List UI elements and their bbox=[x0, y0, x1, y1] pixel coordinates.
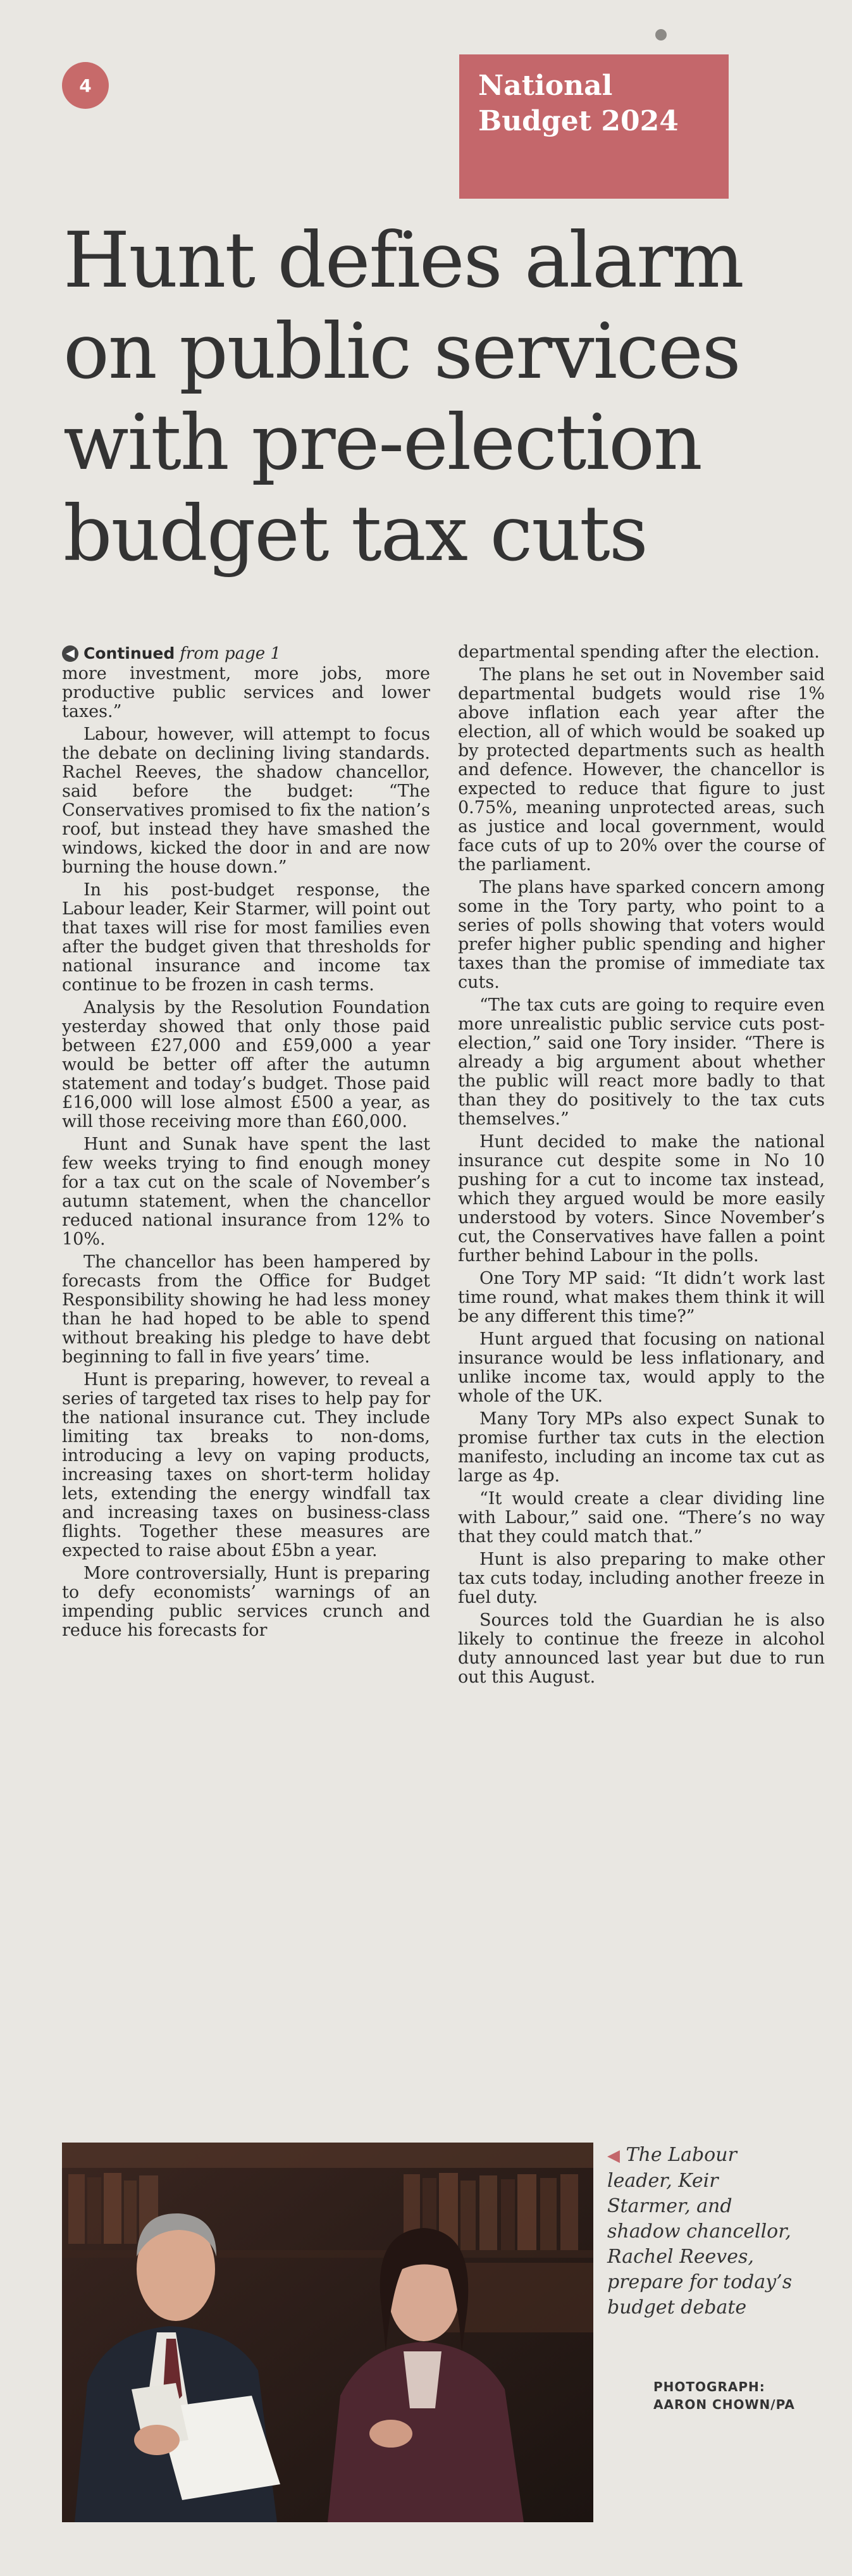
page-number-badge bbox=[62, 62, 109, 109]
paragraph: Hunt decided to make the national insurance cut despite some in No 10 pushing for a cut to income tax instead, which they argued would be more easily understood by voters. Since November’s cut, the Conservatives have fallen a point further behind Labour in the polls. bbox=[458, 1132, 825, 1266]
paragraph: Labour, however, will attempt to focus the debate on declining living standards. Rachel Reeves, the shadow chancellor, said before the budget: “The Conservatives promised to fix the nation’s roof, but instead they have smashed the windows, kicked the door in and are now burning the house down.” bbox=[62, 725, 430, 877]
paragraph: Many Tory MPs also expect Sunak to promise further tax cuts in the election manifesto, including an income tax cut as large as 4p. bbox=[458, 1409, 825, 1486]
paragraph: More controversially, Hunt is preparing to defy economists’ warnings of an impending public services crunch and reduce his forecasts for bbox=[62, 1564, 430, 1640]
credit-name: AARON CHOWN/PA bbox=[653, 2397, 795, 2412]
paragraph: “It would create a clear dividing line with Labour,” said one. “There’s no way that they could match that.” bbox=[458, 1489, 825, 1546]
paragraph: The chancellor has been hampered by forecasts from the Office for Budget Responsibility showing he had less money than he had hoped to be able to spend without breaking his pledge to have debt beginning to fall in five years’ time. bbox=[62, 1252, 430, 1367]
arrow-left-icon: ◀ bbox=[62, 645, 78, 662]
paragraph: Hunt and Sunak have spent the last few weeks trying to find enough money for a tax cut on the scale of November’s autumn statement, when the chancellor reduced national insurance from 12% to 10%. bbox=[62, 1135, 430, 1249]
paragraph: The plans have sparked concern among some in the Tory party, who point to a series of polls showing that voters would prefer higher public spending and higher taxes than the promise of immediate tax cuts. bbox=[458, 878, 825, 992]
paragraph: One Tory MP said: “It didn’t work last time round, what makes them think it will be any different this time?” bbox=[458, 1269, 825, 1326]
paragraph: The plans he set out in November said departmental budgets would rise 1% above inflation each year after the election, all of which would be soaked up by protected departments such as health and defence. However, the chancellor is expected to reduce that figure to just 0.75%, meaning unprotected areas, such as justice and local government, would face cuts of up to 20% over the course of the parliament. bbox=[458, 665, 825, 874]
continued-note bbox=[62, 644, 430, 663]
credit-label: PHOTOGRAPH: bbox=[653, 2379, 765, 2394]
section-line-1: National bbox=[478, 70, 613, 102]
paragraph: departmental spending after the election. bbox=[458, 642, 820, 662]
paragraph: more investment, more jobs, more productive public services and lower taxes.” bbox=[62, 664, 430, 721]
caption-arrow-icon: ◀ bbox=[607, 2146, 620, 2165]
page-number: 4 bbox=[79, 75, 92, 96]
continued-page: from page 1 bbox=[180, 644, 281, 663]
caption-text: The Labour leader, Keir Starmer, and shadow chancellor, Rachel Reeves, prepare for today’s budget debate bbox=[607, 2144, 793, 2318]
paragraph: In his post-budget response, the Labour leader, Keir Starmer, will point out that taxes will rise for most families even after the budget given that thresholds for national insurance and income tax continue to be frozen in cash terms. bbox=[62, 880, 430, 995]
continued-label: Continued bbox=[83, 644, 175, 663]
article-column-2 bbox=[458, 643, 825, 1691]
paragraph: Analysis by the Resolution Foundation yesterday showed that only those paid between £27,000 and £59,000 a year would be better off after the autumn statement and today’s budget. Those paid £16,000 will lose almost £500 a year, as will those receiving more than £60,000. bbox=[62, 998, 430, 1131]
photo-credit bbox=[653, 2378, 824, 2413]
paragraph: Sources told the Guardian he is also likely to continue the freeze in alcohol duty announced last year but due to run out this August. bbox=[458, 1610, 825, 1687]
paragraph: Hunt is also preparing to make other tax cuts today, including another freeze in fuel duty. bbox=[458, 1550, 825, 1607]
paragraph: “The tax cuts are going to require even more unrealistic public service cuts post-election,” said one Tory insider. “There is already a big argument about whether the public will react more badly to that than they do positively to the tax cuts themselves.” bbox=[458, 995, 825, 1129]
section-line-2: Budget 2024 bbox=[478, 105, 679, 137]
section-label-box bbox=[459, 54, 729, 199]
news-photo bbox=[62, 2143, 593, 2522]
paragraph: Hunt argued that focusing on national insurance would be less inflationary, and unlike income tax, would apply to the whole of the UK. bbox=[458, 1329, 825, 1406]
paragraph: Hunt is preparing, however, to reveal a series of targeted tax rises to help pay for the national insurance cut. They include limiting tax breaks to non-doms, introducing a levy on vaping products, increasing taxes on short-term holiday lets, extending the energy windfall tax and increasing taxes on business-class flights. Together these measures are expected to raise about £5bn a year. bbox=[62, 1370, 430, 1560]
headline: Hunt defies alarm on public services with pre-election budget tax cuts bbox=[63, 216, 743, 578]
photo-caption bbox=[607, 2143, 797, 2320]
decorative-dot bbox=[655, 29, 667, 40]
article-column-1 bbox=[62, 644, 430, 1644]
